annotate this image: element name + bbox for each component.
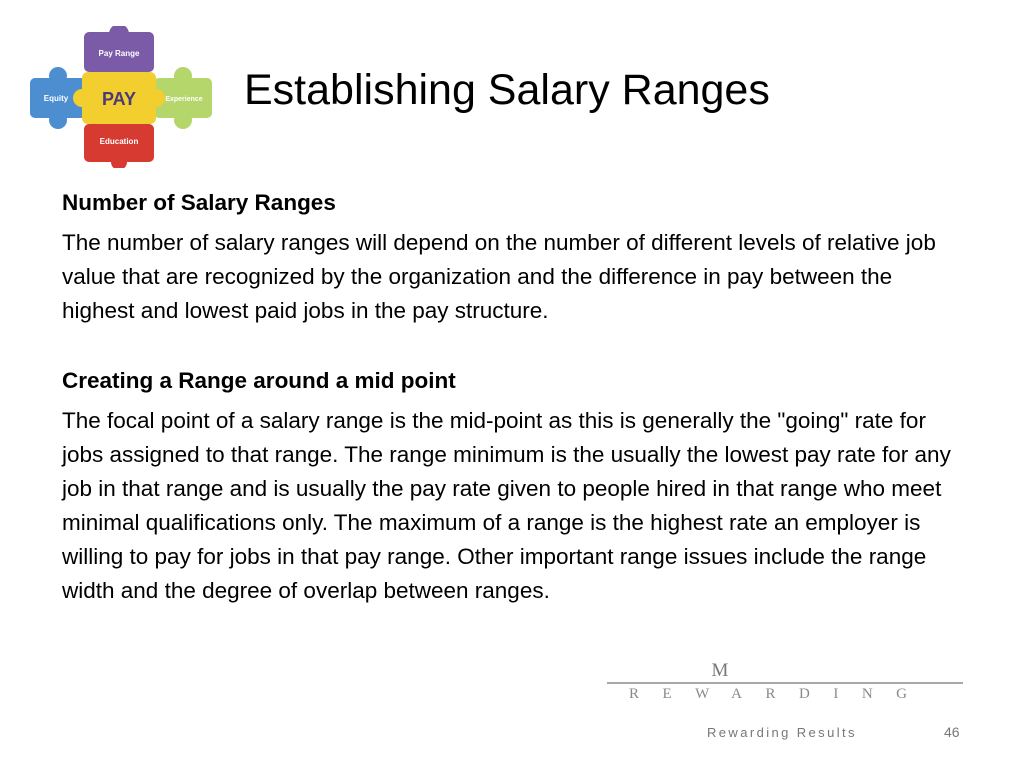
logo-bottom-label: Education bbox=[99, 137, 139, 146]
brand-tagline: Rewarding Results bbox=[707, 725, 857, 740]
logo-right-label: Experience bbox=[165, 96, 203, 103]
logo-center-label: PAY bbox=[101, 89, 137, 109]
section-paragraph: The focal point of a salary range is the mid-point as this is generally the "going" rate for jobs assigned to that range. The range minimum is the usually the lowest pay rate for any job in that range and is usually the pay rate given to people hired in that range who meet minimal qualifications only. The maximum of a range is the highest rate an employer is willing to pay for jobs in that pay range. Other important range issues include the range width and the degree of overlap between ranges. bbox=[62, 408, 951, 603]
section-number-of-ranges bbox=[62, 186, 967, 328]
slide-title: Establishing Salary Ranges bbox=[244, 66, 770, 114]
puzzle-logo bbox=[26, 26, 216, 168]
page-number: 46 bbox=[944, 724, 960, 740]
section-heading: Number of Salary Ranges bbox=[62, 190, 336, 215]
logo-top-label: Pay Range bbox=[98, 49, 140, 58]
logo-left-label: Equity bbox=[43, 94, 69, 103]
slide-body bbox=[62, 186, 967, 608]
section-heading: Creating a Range around a mid point bbox=[62, 368, 456, 393]
brand-monogram: M bbox=[711, 660, 729, 681]
brand-divider bbox=[607, 682, 963, 684]
brand-wordmark: REWARDING bbox=[629, 686, 931, 702]
section-range-midpoint bbox=[62, 364, 967, 608]
section-paragraph: The number of salary ranges will depend on the number of different levels of relative job value that are recognized by the organization and the difference in pay between the highest and lowest paid jobs in the pay structure. bbox=[62, 230, 936, 323]
brand-logo bbox=[607, 660, 963, 750]
